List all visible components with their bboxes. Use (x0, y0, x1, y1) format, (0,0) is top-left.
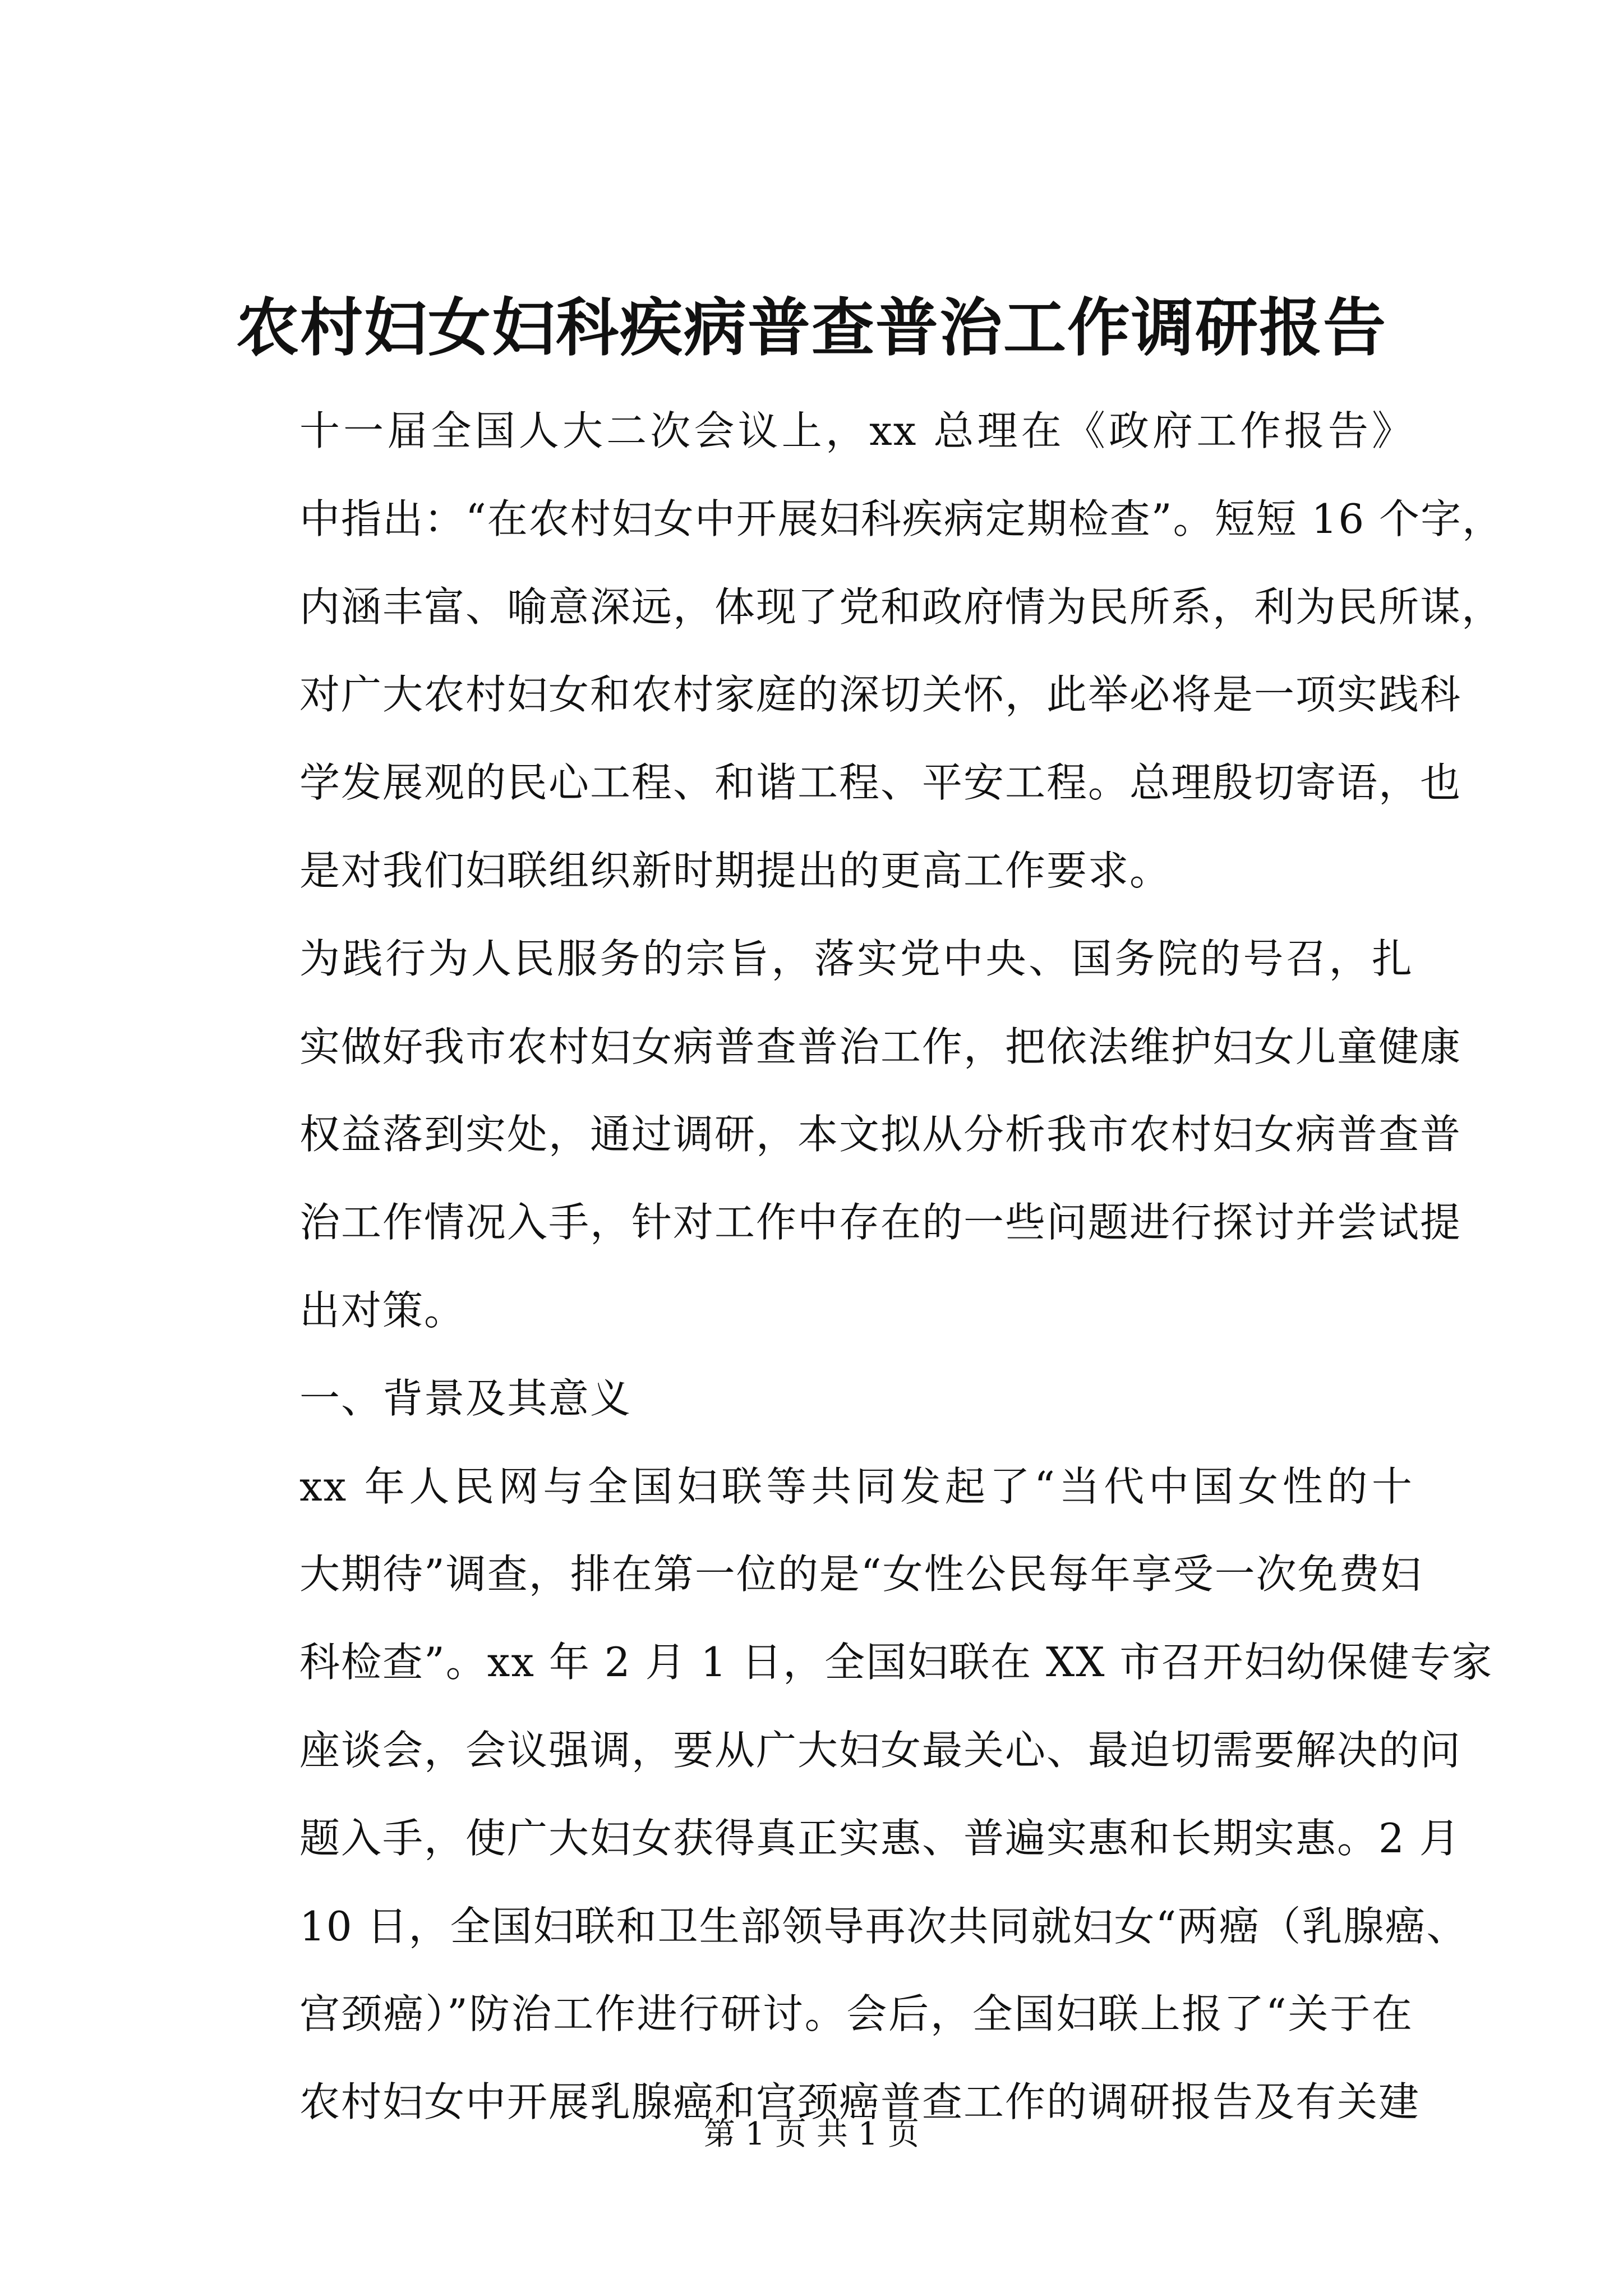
text-line: 科检查”。xx 年 2 月 1 日，全国妇联在 XX 市召开妇幼保健专家 (299, 1639, 1493, 1686)
page-footer: 第 1 页 共 1 页 (703, 2116, 920, 2152)
text-line: 十一届全国人大二次会议上，xx 总理在《政府工作报告》 (299, 407, 1413, 454)
text-line: 大期待”调查，排在第一位的是“女性公民每年享受一次免费妇 (299, 1550, 1422, 1598)
paragraph-intro (219, 387, 1504, 915)
text-line: 座谈会，会议强调，要从广大妇女最关心、最迫切需要解决的问 (299, 1726, 1462, 1774)
paragraph-background (219, 1443, 1493, 2146)
section-heading-background (219, 1355, 1413, 1443)
text-line: 治工作情况入手，针对工作中存在的一些问题进行探讨并尝试提 (299, 1199, 1462, 1246)
text-line: 实做好我市农村妇女病普查普治工作，把依法维护妇女儿童健康 (299, 1023, 1462, 1070)
text-line: 中指出：“在农村妇女中开展妇科疾病定期检查”。短短 16 个字， (299, 495, 1504, 542)
document-body (219, 387, 1504, 2146)
paragraph-purpose (219, 915, 1462, 1355)
text-line: 题入手，使广大妇女获得真正实惠、普遍实惠和长期实惠。2 月 (299, 1814, 1461, 1862)
text-line: 权益落到实处，通过调研，本文拟从分析我市农村妇女病普查普 (299, 1111, 1462, 1158)
text-line: 是对我们妇联组织新时期提出的更高工作要求。 (299, 846, 1172, 894)
text-line: 出对策。 (299, 1286, 466, 1334)
text-line: 农村妇女中开展乳腺癌和宫颈癌普查工作的调研报告及有关建 (299, 2078, 1421, 2126)
text-line: 对广大农村妇女和农村家庭的深切关怀，此举必将是一项实践科 (299, 671, 1462, 719)
text-line: 10 日，全国妇联和卫生部领导再次共同就妇女“两癌（乳腺癌、 (299, 1902, 1468, 1950)
text-line: 宫颈癌）”防治工作进行研讨。会后，全国妇联上报了“关于在 (299, 1990, 1413, 2038)
text-line: 学发展观的民心工程、和谐工程、平安工程。总理殷切寄语，也 (299, 759, 1462, 807)
text-line: xx 年人民网与全国妇联等共同发起了“当代中国女性的十 (299, 1462, 1413, 1510)
text-line: 为践行为人民服务的宗旨，落实党中央、国务院的号召，扎 (299, 935, 1413, 982)
text-line: 内涵丰富、喻意深远，体现了党和政府情为民所系，利为民所谋， (299, 583, 1504, 631)
section-heading: 一、背景及其意义 (299, 1374, 632, 1422)
document-title: 农村妇女妇科疾病普查普治工作调研报告 (236, 291, 1387, 365)
